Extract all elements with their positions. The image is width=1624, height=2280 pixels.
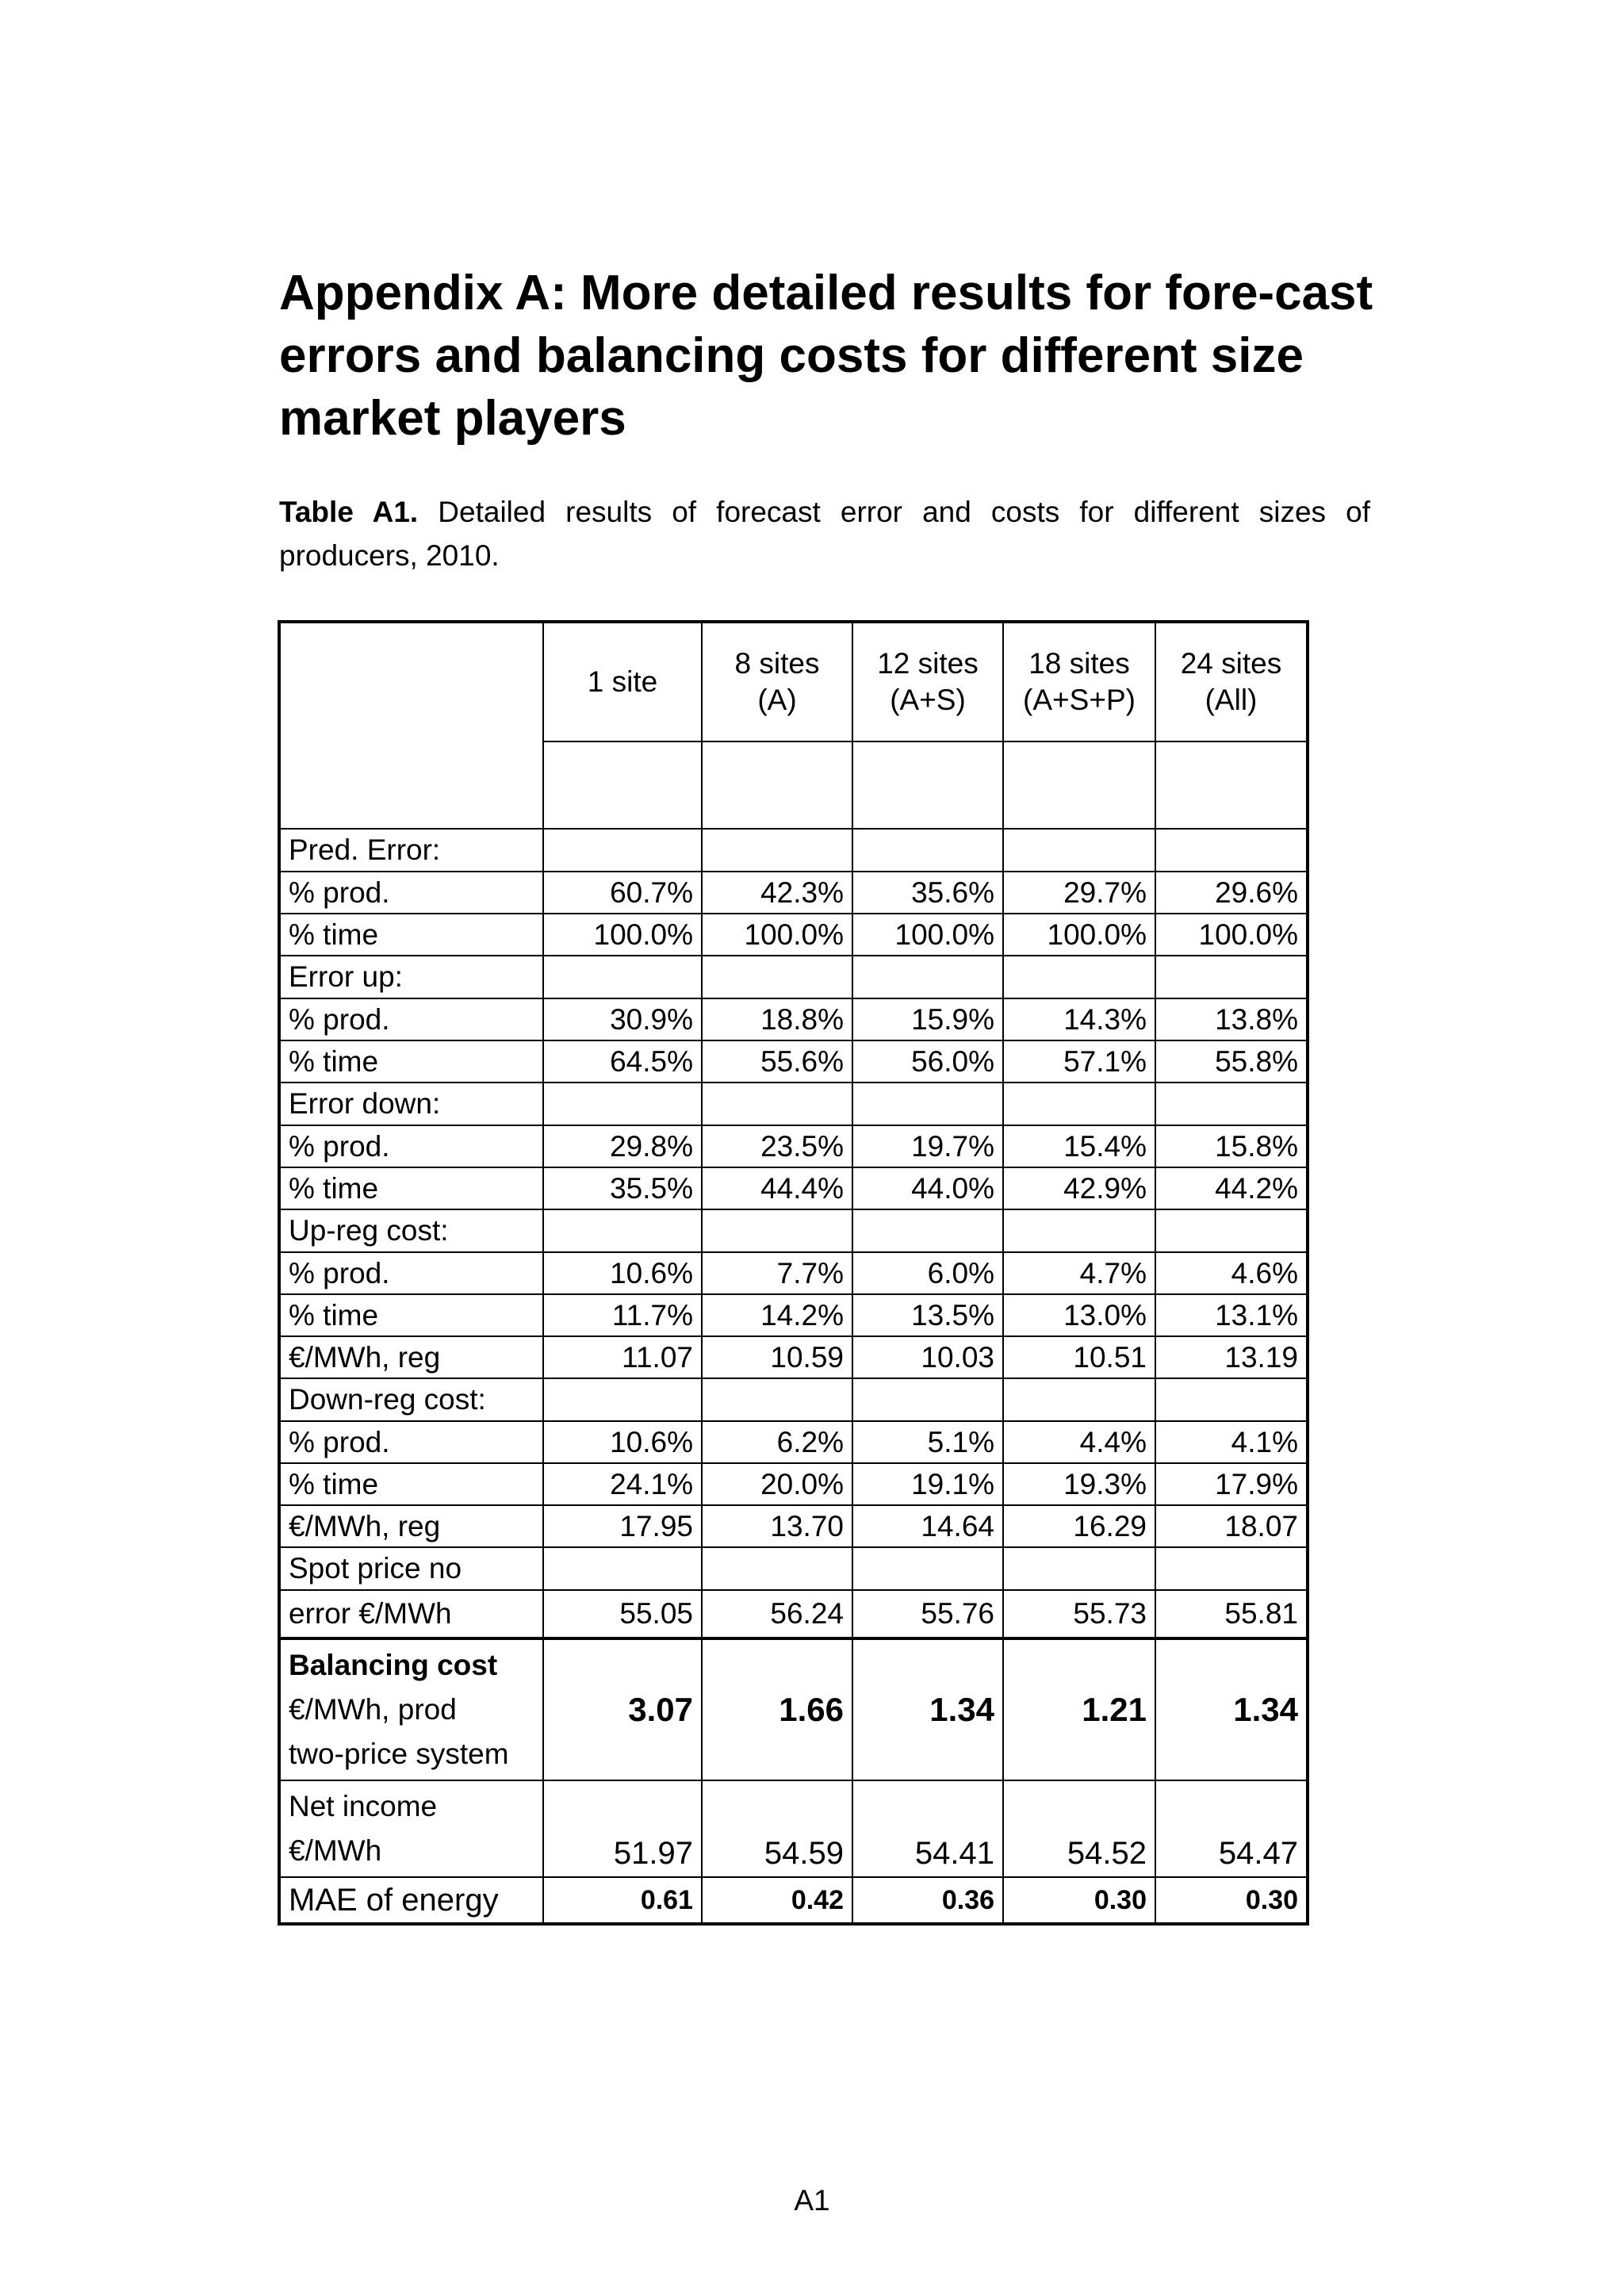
- spot-price-value: 55.76: [852, 1590, 1003, 1638]
- value-cell: 35.6%: [852, 872, 1003, 914]
- column-header-line: (All): [1205, 684, 1258, 716]
- table-row: [279, 914, 1308, 956]
- spot-price-value: 55.05: [543, 1590, 702, 1638]
- net-income-value: 51.97: [543, 1780, 702, 1877]
- value-cell: 19.7%: [852, 1125, 1003, 1167]
- column-header: [852, 622, 1003, 741]
- empty-cell: [702, 1209, 852, 1252]
- balancing-cost-unit: €/MWh, prod: [289, 1693, 457, 1726]
- spot-price-label: error €/MWh: [279, 1590, 543, 1638]
- row-label: % time: [279, 1294, 543, 1336]
- column-header: [1003, 622, 1155, 741]
- empty-cell: [1155, 956, 1308, 998]
- net-income-value: 54.52: [1003, 1780, 1155, 1877]
- empty-cell: [1003, 1378, 1155, 1421]
- value-cell: 55.6%: [702, 1040, 852, 1083]
- value-cell: 15.4%: [1003, 1125, 1155, 1167]
- balancing-cost-value: 1.21: [1003, 1638, 1155, 1780]
- value-cell: 5.1%: [852, 1421, 1003, 1463]
- value-cell: 6.0%: [852, 1252, 1003, 1294]
- results-table: [278, 620, 1309, 1926]
- value-cell: 30.9%: [543, 998, 702, 1040]
- table-row: [279, 1125, 1308, 1167]
- value-cell: 10.03: [852, 1336, 1003, 1378]
- table-caption: [279, 490, 1370, 577]
- empty-cell: [852, 1083, 1003, 1125]
- empty-cell: [1003, 1209, 1155, 1252]
- mae-label: MAE of energy: [279, 1877, 543, 1924]
- table-row: [279, 1463, 1308, 1505]
- mae-value: 0.61: [543, 1877, 702, 1924]
- spot-price-value: 55.73: [1003, 1590, 1155, 1638]
- empty-cell: [1003, 829, 1155, 872]
- group-header-row: [279, 1209, 1308, 1252]
- net-income-value: 54.41: [852, 1780, 1003, 1877]
- value-cell: 100.0%: [543, 914, 702, 956]
- group-header-row: [279, 829, 1308, 872]
- value-cell: 60.7%: [543, 872, 702, 914]
- spot-price-label: Spot price no: [279, 1547, 543, 1590]
- empty-cell: [543, 956, 702, 998]
- value-cell: 4.1%: [1155, 1421, 1308, 1463]
- group-header-row: [279, 1083, 1308, 1125]
- column-header-line: (A+S+P): [1023, 684, 1136, 716]
- empty-cell: [1155, 1083, 1308, 1125]
- table-caption-label: Table A1.: [279, 496, 419, 528]
- mae-value: 0.42: [702, 1877, 852, 1924]
- blank-cell: [1155, 741, 1308, 829]
- value-cell: 10.6%: [543, 1421, 702, 1463]
- value-cell: 15.9%: [852, 998, 1003, 1040]
- value-cell: 11.07: [543, 1336, 702, 1378]
- table-row: [279, 1294, 1308, 1336]
- value-cell: 55.8%: [1155, 1040, 1308, 1083]
- balancing-cost-system: two-price system: [289, 1738, 509, 1770]
- empty-cell: [852, 1547, 1003, 1590]
- balancing-cost-value: 3.07: [543, 1638, 702, 1780]
- value-cell: 13.70: [702, 1505, 852, 1547]
- group-header-label: Error up:: [279, 956, 543, 998]
- blank-cell: [702, 741, 852, 829]
- value-cell: 44.0%: [852, 1167, 1003, 1209]
- value-cell: 14.2%: [702, 1294, 852, 1336]
- empty-cell: [543, 829, 702, 872]
- row-label: % time: [279, 1167, 543, 1209]
- column-header: [1155, 622, 1308, 741]
- balancing-cost-value: 1.66: [702, 1638, 852, 1780]
- value-cell: 57.1%: [1003, 1040, 1155, 1083]
- value-cell: 13.5%: [852, 1294, 1003, 1336]
- value-cell: 18.07: [1155, 1505, 1308, 1547]
- mae-value: 0.36: [852, 1877, 1003, 1924]
- row-label: % time: [279, 914, 543, 956]
- net-income-value: 54.59: [702, 1780, 852, 1877]
- column-header: 1 site: [543, 622, 702, 741]
- table-row: [279, 1505, 1308, 1547]
- balancing-cost-label: [279, 1638, 543, 1780]
- page-number: A1: [794, 2184, 830, 2217]
- empty-cell: [702, 1378, 852, 1421]
- spot-price-row: [279, 1590, 1308, 1638]
- net-income-title: Net income: [289, 1790, 438, 1822]
- empty-cell: [1155, 829, 1308, 872]
- empty-cell: [702, 829, 852, 872]
- table-blank-row: [279, 741, 1308, 829]
- value-cell: 100.0%: [702, 914, 852, 956]
- row-label: % prod.: [279, 1252, 543, 1294]
- value-cell: 4.4%: [1003, 1421, 1155, 1463]
- row-label: €/MWh, reg: [279, 1505, 543, 1547]
- column-header-line: 24 sites: [1180, 647, 1282, 680]
- value-cell: 6.2%: [702, 1421, 852, 1463]
- blank-cell: [279, 741, 543, 829]
- group-header-label: Up-reg cost:: [279, 1209, 543, 1252]
- balancing-cost-value: 1.34: [1155, 1638, 1308, 1780]
- empty-cell: [852, 1378, 1003, 1421]
- balancing-cost-value: 1.34: [852, 1638, 1003, 1780]
- table-row: [279, 1167, 1308, 1209]
- value-cell: 17.95: [543, 1505, 702, 1547]
- row-label: % prod.: [279, 1125, 543, 1167]
- balancing-cost-title: Balancing cost: [289, 1649, 498, 1681]
- net-income-row: [279, 1780, 1308, 1877]
- row-label: % prod.: [279, 998, 543, 1040]
- value-cell: 17.9%: [1155, 1463, 1308, 1505]
- column-header-line: 18 sites: [1028, 647, 1130, 680]
- value-cell: 13.0%: [1003, 1294, 1155, 1336]
- net-income-label: [279, 1780, 543, 1877]
- empty-cell: [1155, 1547, 1308, 1590]
- value-cell: 44.4%: [702, 1167, 852, 1209]
- value-cell: 42.3%: [702, 872, 852, 914]
- group-header-row: [279, 1378, 1308, 1421]
- header-corner-cell: [279, 622, 543, 741]
- empty-cell: [852, 956, 1003, 998]
- value-cell: 64.5%: [543, 1040, 702, 1083]
- value-cell: 20.0%: [702, 1463, 852, 1505]
- value-cell: 14.64: [852, 1505, 1003, 1547]
- value-cell: 56.0%: [852, 1040, 1003, 1083]
- empty-cell: [543, 1209, 702, 1252]
- value-cell: 4.6%: [1155, 1252, 1308, 1294]
- value-cell: 35.5%: [543, 1167, 702, 1209]
- value-cell: 15.8%: [1155, 1125, 1308, 1167]
- value-cell: 16.29: [1003, 1505, 1155, 1547]
- empty-cell: [1003, 1083, 1155, 1125]
- table-row: [279, 872, 1308, 914]
- value-cell: 13.19: [1155, 1336, 1308, 1378]
- value-cell: 10.59: [702, 1336, 852, 1378]
- empty-cell: [702, 956, 852, 998]
- value-cell: 11.7%: [543, 1294, 702, 1336]
- empty-cell: [1003, 956, 1155, 998]
- value-cell: 29.6%: [1155, 872, 1308, 914]
- spot-price-value: 55.81: [1155, 1590, 1308, 1638]
- net-income-unit: €/MWh: [289, 1834, 382, 1867]
- mae-value: 0.30: [1003, 1877, 1155, 1924]
- empty-cell: [543, 1083, 702, 1125]
- group-header-row: [279, 956, 1308, 998]
- row-label: % time: [279, 1040, 543, 1083]
- value-cell: 24.1%: [543, 1463, 702, 1505]
- blank-cell: [852, 741, 1003, 829]
- value-cell: 100.0%: [1155, 914, 1308, 956]
- value-cell: 13.1%: [1155, 1294, 1308, 1336]
- value-cell: 29.7%: [1003, 872, 1155, 914]
- row-label: % time: [279, 1463, 543, 1505]
- value-cell: 10.6%: [543, 1252, 702, 1294]
- empty-cell: [702, 1083, 852, 1125]
- empty-cell: [702, 1547, 852, 1590]
- group-header-label: Error down:: [279, 1083, 543, 1125]
- spot-price-row: [279, 1547, 1308, 1590]
- table-row: [279, 1252, 1308, 1294]
- value-cell: 13.8%: [1155, 998, 1308, 1040]
- row-label: % prod.: [279, 872, 543, 914]
- table-row: [279, 1336, 1308, 1378]
- empty-cell: [543, 1547, 702, 1590]
- empty-cell: [1155, 1209, 1308, 1252]
- table-caption-text: Detailed results of forecast error and costs for different sizes of producers, 2010.: [279, 496, 1370, 572]
- table-row: [279, 998, 1308, 1040]
- table-row: [279, 1040, 1308, 1083]
- value-cell: 14.3%: [1003, 998, 1155, 1040]
- group-header-label: Down-reg cost:: [279, 1378, 543, 1421]
- column-header-line: (A): [757, 684, 797, 716]
- value-cell: 44.2%: [1155, 1167, 1308, 1209]
- row-label: % prod.: [279, 1421, 543, 1463]
- net-income-value: 54.47: [1155, 1780, 1308, 1877]
- mae-value: 0.30: [1155, 1877, 1308, 1924]
- value-cell: 100.0%: [1003, 914, 1155, 956]
- empty-cell: [1003, 1547, 1155, 1590]
- column-header-line: 12 sites: [877, 647, 979, 680]
- value-cell: 42.9%: [1003, 1167, 1155, 1209]
- column-header-line: (A+S): [890, 684, 966, 716]
- table-header-row: [279, 622, 1308, 741]
- mae-row: [279, 1877, 1308, 1924]
- empty-cell: [852, 1209, 1003, 1252]
- value-cell: 100.0%: [852, 914, 1003, 956]
- table-row: [279, 1421, 1308, 1463]
- value-cell: 4.7%: [1003, 1252, 1155, 1294]
- group-header-label: Pred. Error:: [279, 829, 543, 872]
- appendix-title: Appendix A: More detailed results for fore-cast errors and balancing costs for different size market players: [279, 266, 1373, 446]
- value-cell: 10.51: [1003, 1336, 1155, 1378]
- column-header: [702, 622, 852, 741]
- value-cell: 19.3%: [1003, 1463, 1155, 1505]
- value-cell: 29.8%: [543, 1125, 702, 1167]
- value-cell: 7.7%: [702, 1252, 852, 1294]
- row-label: €/MWh, reg: [279, 1336, 543, 1378]
- blank-cell: [543, 741, 702, 829]
- value-cell: 18.8%: [702, 998, 852, 1040]
- balancing-cost-row: [279, 1638, 1308, 1780]
- empty-cell: [1155, 1378, 1308, 1421]
- spot-price-value: 56.24: [702, 1590, 852, 1638]
- empty-cell: [852, 829, 1003, 872]
- column-header-line: 8 sites: [734, 647, 820, 680]
- empty-cell: [543, 1378, 702, 1421]
- value-cell: 23.5%: [702, 1125, 852, 1167]
- value-cell: 19.1%: [852, 1463, 1003, 1505]
- blank-cell: [1003, 741, 1155, 829]
